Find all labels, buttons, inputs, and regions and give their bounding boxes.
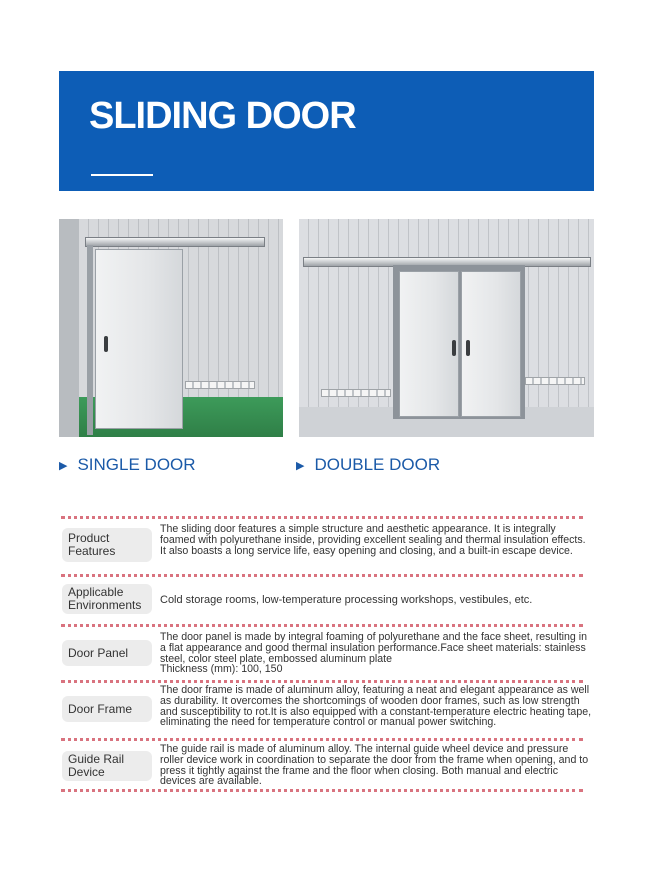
title-banner [59,71,594,191]
caption-text: DOUBLE DOOR [314,455,441,474]
left-door-handle [452,340,456,356]
spec-text-door-panel [160,632,592,675]
right-door-stop-ramp [525,377,585,385]
spec-label-product-features: Product Features [62,528,152,562]
divider [61,574,583,577]
triangle-right-icon: ▶ [59,459,68,472]
spec-label-door-panel: Door Panel [62,640,152,666]
divider [61,624,583,627]
right-door-handle [466,340,470,356]
door-leaf [95,249,183,429]
spec-text-product-features: The sliding door features a simple structure and aesthetic appearance. It is integrally foamed with polyurethane inside, providing excellent sealing and thermal insulation effects. It also boasts a long service life, easy opening and closing, and a built-in escape device. [160,523,586,557]
single-door-image [59,219,283,437]
door-rail [85,237,265,247]
double-door-caption [296,455,440,475]
single-door-caption [59,455,196,475]
double-door-image [299,219,594,437]
divider [61,789,583,792]
divider [61,516,583,519]
spec-text-applicable-environments: Cold storage rooms, low-temperature processing workshops, vestibules, etc. [160,594,533,606]
triangle-right-icon: ▶ [296,459,305,472]
divider [61,680,583,683]
door-frame [87,245,93,435]
spec-text-guide-rail-device: The guide rail is made of aluminum alloy. The internal guide wheel device and pressure roller device work in coordination to separate the door from the frame when opening, and to press it tightly against the frame and the floor when closing. Both manual and electric devices are available. [160,743,589,788]
door-stop-ramp [185,381,255,389]
spec-text-door-panel-body: The door panel is made by integral foaming of polyurethane and the face sheet, resulting in a flat appearance and good thermal insulation performance.Face sheet materials: stainless steel, color steel plate, embossed aluminum plate [160,631,587,665]
divider [61,738,583,741]
side-wall [59,219,79,437]
spec-label-applicable-environments: Applicable Environments [62,584,152,614]
title-underline [91,174,153,176]
left-door-leaf [399,271,459,417]
spec-text-door-frame: The door frame is made of aluminum alloy, featuring a neat and elegant appearance as well as durability. It overcomes the shortcomings of wooden door frames, such as low strength and susceptibility to rot.It is also equipped with a constant-temperature electric heating tape, eliminating the need for temperature control or manual power switching. [160,684,592,729]
left-door-stop-ramp [321,389,391,397]
door-handle [104,336,108,352]
caption-text: SINGLE DOOR [77,455,196,474]
page-title: SLIDING DOOR [89,95,356,137]
spec-text-door-panel-thickness: Thickness (mm): 100, 150 [160,663,283,676]
spec-label-guide-rail-device: Guide Rail Device [62,751,152,781]
right-door-leaf [461,271,521,417]
spec-label-door-frame: Door Frame [62,696,152,722]
